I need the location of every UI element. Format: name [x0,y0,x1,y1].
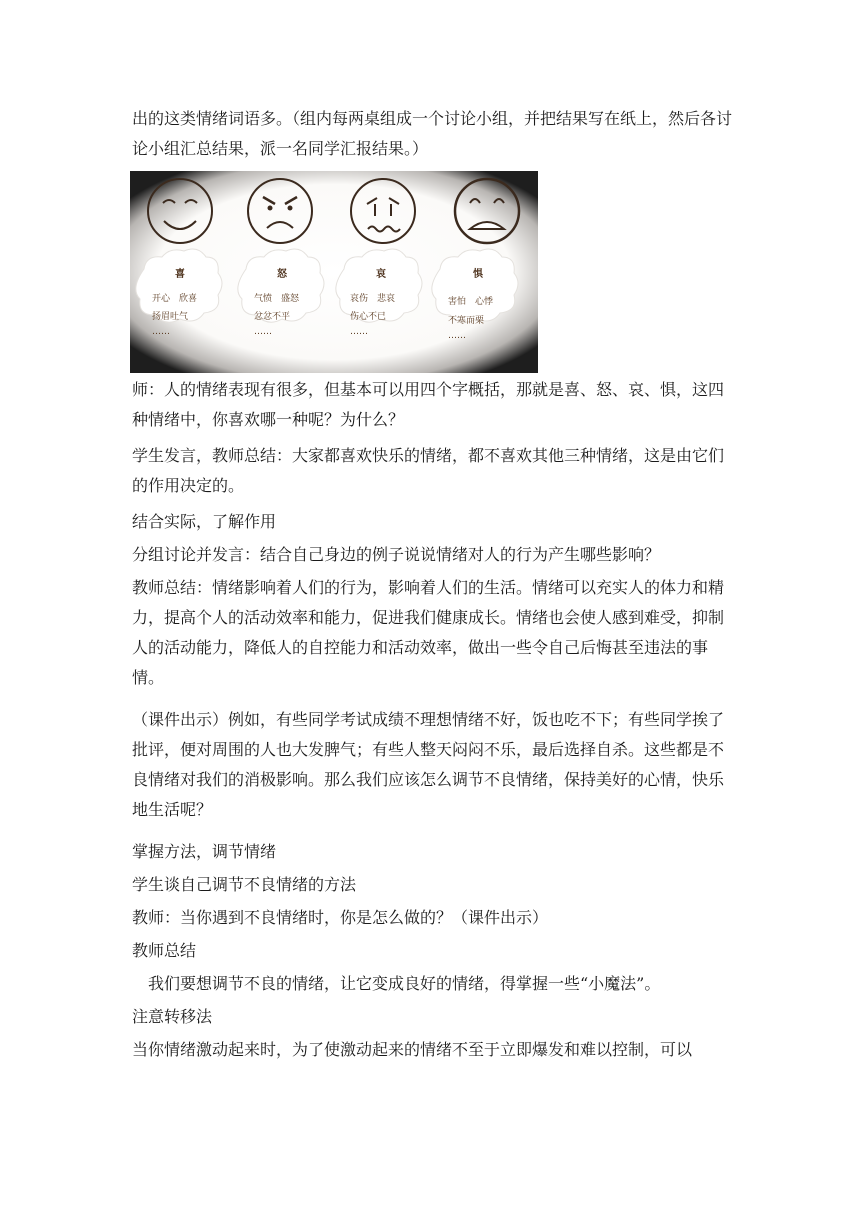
heading-understand-effects: 结合实际，了解作用 [132,512,277,531]
label-angry-line1: 气愤 盛怒 [254,294,300,304]
label-happy-line1: 开心 欣喜 [152,294,198,304]
heading-teacher-summary: 教师总结 [132,941,197,960]
paragraph-little-magic: 我们要想调节不良的情绪，让它变成良好的情绪，得掌握一些“小魔法”。 [132,974,661,993]
label-happy-title: 喜 [175,269,185,280]
paragraph-courseware-examples: （课件出示）例如，有些同学考试成绩不理想情绪不好，饭也吃不下；有些同学挨了批评，便对周围的人也大发脾气；有些人整天闷闷不乐，最后选择自杀。这些都是不良情绪对我们的消极影响。那么我们应该怎么调节不良情绪，保持美好的心情，快乐地生活呢？ [132,710,725,819]
paragraph-students-methods: 学生谈自己调节不良情绪的方法 [132,875,357,894]
label-fear-title: 惧 [473,269,483,280]
paragraph-teacher-summary-effects: 教师总结：情绪影响着人们的行为，影响着人们的生活。情绪可以充实人的体力和精力，提高个人的活动效率和能力，促进我们健康成长。情绪也会使人感到难受，抑制人的活动能力，降低人的自控能力和活动效率，做出一些令自己后悔甚至违法的事情。 [132,578,725,687]
label-fear-line2: 不寒而栗 [448,316,485,326]
emotion-faces-figure [130,171,538,373]
label-sad-title: 哀 [376,269,386,280]
label-angry-title: 怒 [277,269,287,280]
paragraph-teacher-question: 教师：当你遇到不良情绪时，你是怎么做的？（课件出示） [132,908,549,927]
label-sad-line3: …… [350,327,368,337]
paragraph-attention-shift-body: 当你情绪激动起来时，为了使激动起来的情绪不至于立即爆发和难以控制，可以 [132,1040,693,1059]
paragraph-discussion-instructions: 出的这类情绪词语多。（组内每两桌组成一个讨论小组，并把结果写在纸上，然后各讨论小组汇总结果，派一名同学汇报结果。） [132,109,733,158]
heading-master-methods: 掌握方法，调节情绪 [132,842,277,861]
label-happy-line2: 扬眉吐气 [152,312,189,322]
label-sad-line1: 哀伤 悲哀 [350,294,396,304]
heading-attention-shift: 注意转移法 [132,1007,213,1026]
paragraph-student-speak-summary: 学生发言，教师总结：大家都喜欢快乐的情绪，都不喜欢其他三种情绪，这是由它们的作用决定的。 [132,446,725,495]
paragraph-group-discussion: 分组讨论并发言：结合自己身边的例子说说情绪对人的行为产生哪些影响？ [132,545,661,564]
label-angry-line3: …… [254,327,272,337]
paragraph-teacher-four-emotions: 师：人的情绪表现有很多，但基本可以用四个字概括，那就是喜、怒、哀、惧，这四种情绪中，你喜欢哪一种呢？为什么？ [132,380,725,429]
label-fear-line1: 害怕 心悸 [448,297,494,307]
emotion-faces-svg [130,171,538,373]
label-fear-line3: …… [448,331,466,341]
label-happy-line3: …… [152,327,170,337]
label-sad-line2: 伤心不已 [350,312,387,322]
label-angry-line2: 忿忿不平 [254,312,291,322]
